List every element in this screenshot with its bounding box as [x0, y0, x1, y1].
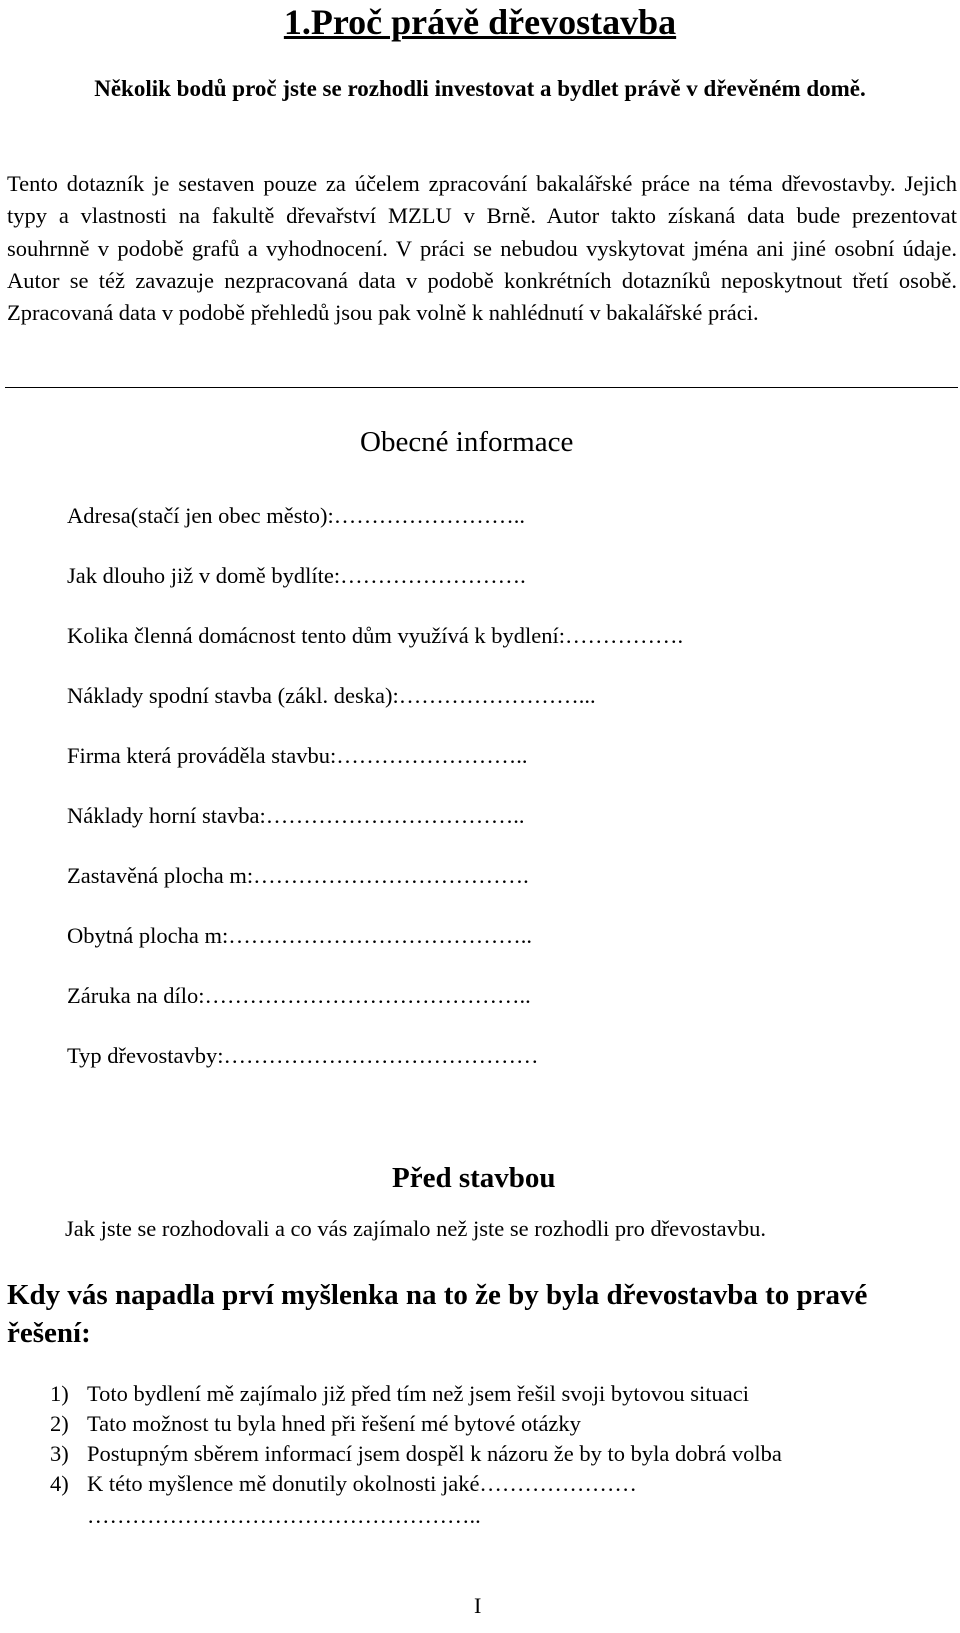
field-construction-company: Firma která prováděla stavbu:…………………….. [67, 743, 528, 768]
field-living-area: Obytná plocha m:………………………………….. [67, 923, 532, 948]
page-number: I [474, 1593, 482, 1618]
intro-paragraph: Tento dotazník je sestaven pouze za účelem zpracování bakalářské práce na téma dřevostavby. Jejich typy a vlastnosti na fakultě dřevařství MZLU v Brně. Autor takto získaná data bude prezentovat souhrnně v podobě grafů a vyhodnocení. V práci se nebudou vyskytovat jména ani jiné osobní údaje. Autor se též zavazuje nezpracovaná data v podobě konkrétních dotazníků neposkytnout třetí osobě. Zpracovaná data v podobě přehledů jsou pak volně k nahlédnutí v bakalářské práci. [7, 171, 957, 326]
option-number: 1) [50, 1381, 69, 1406]
field-built-area: Zastavěná plocha m:………………………………. [67, 863, 529, 888]
section-divider [5, 387, 958, 388]
page-title: 1.Proč právě dřevostavba [283, 2, 677, 42]
option-text: Toto bydlení mě zajímalo již před tím než jsem řešil svoji bytovou situaci [87, 1381, 750, 1406]
field-upper-cost: Náklady horní stavba:…………………………….. [67, 803, 525, 828]
before-construction-intro: Jak jste se rozhodovali a co vás zajímalo než jste se rozhodli pro dřevostavbu. [65, 1216, 767, 1241]
option-4-continuation: …………………………………………….. [87, 1503, 481, 1528]
field-living-duration: Jak dlouho již v domě bydlíte:……………………. [67, 563, 526, 588]
field-warranty: Záruka na dílo:…………………………………….. [67, 983, 531, 1008]
before-construction-heading: Před stavbou [392, 1162, 556, 1194]
general-info-heading: Obecné informace [360, 426, 574, 458]
option-number: 4) [50, 1471, 69, 1496]
field-address: Adresa(stačí jen obec město):…………………….. [67, 503, 526, 528]
option-number: 3) [50, 1441, 69, 1466]
field-household-size: Kolika členná domácnost tento dům využívá k bydlení:……………. [67, 623, 684, 648]
option-text: K této myšlence mě donutily okolnosti jaké………………… [87, 1471, 637, 1496]
field-foundation-cost: Náklady spodní stavba (zákl. deska):……………………... [67, 683, 596, 708]
option-text: Tato možnost tu byla hned při řešení mé bytové otázky [87, 1411, 581, 1436]
option-text: Postupným sběrem informací jsem dospěl k názoru že by to byla dobrá volba [87, 1441, 782, 1466]
question-heading: Kdy vás napadla prví myšlenka na to že by byla dřevostavba to pravé řešení: [7, 1279, 868, 1349]
field-building-type: Typ dřevostavby:…………………………………… [67, 1043, 539, 1068]
option-number: 2) [50, 1411, 69, 1436]
subtitle: Několik bodů proč jste se rozhodli investovat a bydlet právě v dřevěném domě. [94, 76, 866, 101]
